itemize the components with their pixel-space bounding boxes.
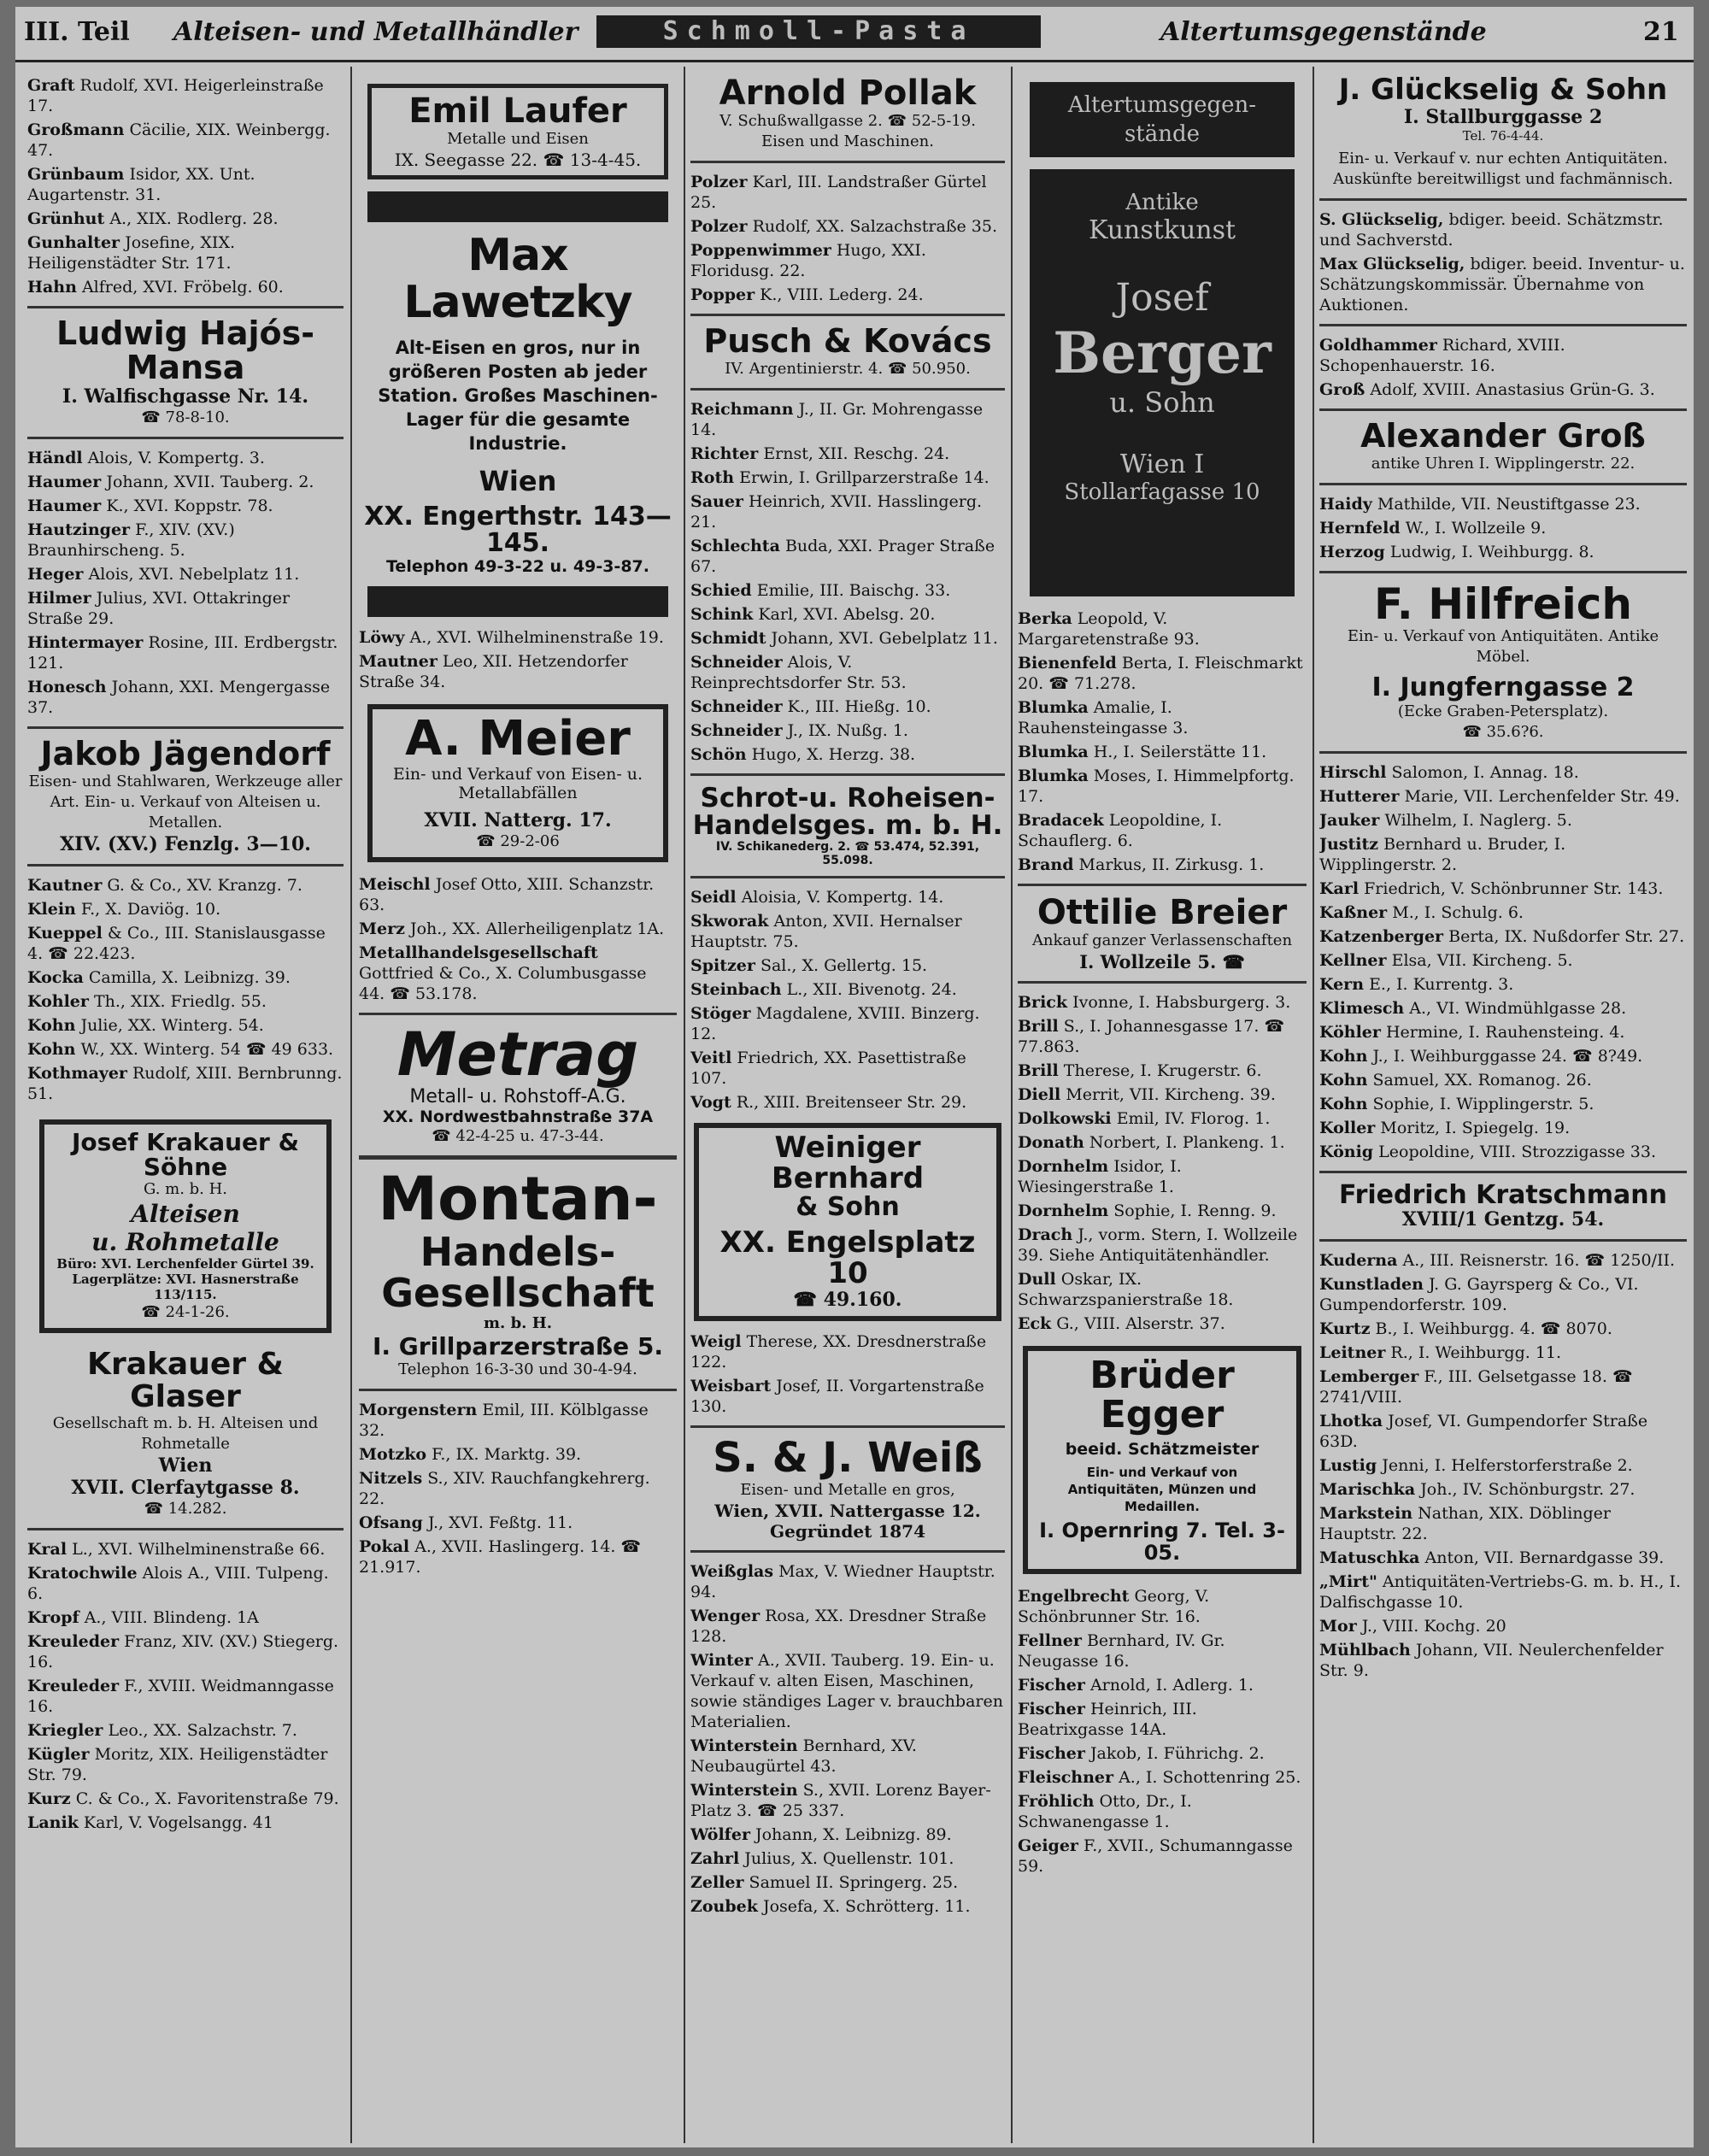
list-item: Zahrl Julius, X. Quellenstr. 101. (690, 1848, 954, 1868)
divider (27, 437, 344, 439)
list-item: Roth Erwin, I. Grillparzerstraße 14. (690, 467, 990, 487)
advert-address: XVIII/1 Gentzg. 54. (1401, 1208, 1605, 1231)
list-item: Lustig Jenni, I. Helferstorferstraße 2. (1319, 1456, 1633, 1476)
advert-address: XVII. Natterg. 17. (424, 808, 612, 831)
list-item: Meischl Josef Otto, XIII. Schanzstr. 63. (359, 874, 655, 914)
advert-name: Gesellschaft (381, 1269, 655, 1316)
list-item: „Mirt" Antiquitäten-Vertriebs-G. m. b. H., I. Dalfischgasse 10. (1319, 1572, 1682, 1613)
list-item: Spitzer Sal., X. Gellertg. 15. (690, 955, 928, 975)
advert-name: Krakauer & Glaser (87, 1347, 284, 1415)
advert-text: Büro: XVI. Lerchenfelder Gürtel 39. (56, 1256, 314, 1272)
divider (1319, 571, 1687, 573)
advert-address: XX. Nordwestbahnstraße 37A (382, 1107, 654, 1127)
divider (1018, 981, 1307, 984)
list-item: Kunstladen J. G. Gayrsperg & Co., VI. Gumpendorferstr. 109. (1319, 1275, 1639, 1315)
list-item: Mor J., VIII. Kochg. 20 (1319, 1617, 1506, 1636)
advert-phone: ☎ 24-1-26. (141, 1303, 230, 1322)
list-item: Dolkowski Emil, IV. Florog. 1. (1018, 1109, 1271, 1128)
decorative-bar (367, 191, 668, 222)
divider (27, 306, 344, 308)
list-item: Seidl Aloisia, V. Kompertg. 14. (690, 887, 944, 907)
advert-name: Handelsges. m. b. H. (692, 810, 1003, 842)
advert-text: m. b. H. (484, 1314, 552, 1333)
list-item: Vogt R., XIII. Breitenseer Str. 29. (690, 1092, 967, 1112)
advert-text: Kunstkunst (1088, 215, 1236, 245)
list-item: Max Glückselig, bdiger. beeid. Inventur- u. Schätzungskommissär. Übernahme von Auktionen. (1319, 254, 1685, 314)
advert-text: Metalle und Eisen (447, 130, 589, 148)
category-title-right: Altertumsgegenstände (1160, 17, 1487, 47)
advert-name: Ottilie Breier (1037, 893, 1288, 932)
list-item: Kuderna A., III. Reisnerstr. 16. ☎ 1250/II. (1319, 1251, 1676, 1271)
decorative-bar (367, 586, 668, 617)
list-item: Lhotka Josef, VI. Gumpendorfer Straße 63D. (1319, 1412, 1648, 1452)
list-item: Schlechta Buda, XXI. Prager Straße 67. (690, 536, 995, 576)
list-item: Schmidt Johann, XVI. Gebelplatz 11. (690, 628, 998, 648)
list-item: Weigl Therese, XX. Dresdnerstraße 122. (690, 1332, 987, 1372)
list-item: Weißglas Max, V. Wiedner Hauptstr. 94. (690, 1561, 995, 1601)
divider (690, 1550, 1005, 1553)
advert-box (367, 704, 668, 862)
list-item: Marischka Joh., IV. Schönburgstr. 27. (1319, 1480, 1636, 1500)
advert-address: V. Schußwallgasse 2. ☎ 52-5-19. (719, 112, 976, 130)
divider (1319, 408, 1687, 411)
list-item: Drach J., vorm. Stern, I. Wollzeile 39. Siehe Antiquitätenhändler. (1018, 1225, 1298, 1265)
advert-address: I. Walfischgasse Nr. 14. (62, 385, 309, 408)
list-item: Kern E., I. Kurrentg. 3. (1319, 974, 1514, 994)
list-item: Matuschka Anton, VII. Bernardgasse 39. (1319, 1548, 1665, 1568)
list-item: Donath Norbert, I. Plankeng. 1. (1018, 1133, 1285, 1152)
list-item: Zeller Samuel II. Springerg. 25. (690, 1872, 959, 1892)
advert-name: S. & J. Weiß (713, 1434, 983, 1483)
advert-address: XX. Engerthstr. 143—145. (364, 501, 672, 559)
advert-name: Emil Laufer (408, 91, 627, 131)
column-4 (1018, 75, 1307, 2139)
list-item: Wölfer Johann, X. Leibnizg. 89. (690, 1824, 952, 1844)
list-item: Blumka Moses, I. Himmelpfortg. 17. (1018, 767, 1295, 806)
advert-text: antike Uhren I. Wipplingerstr. 22. (1371, 454, 1636, 473)
list-item: Bienenfeld Berta, I. Fleischmarkt 20. ☎ 71.278. (1018, 654, 1303, 693)
list-item: Leitner R., I. Weihburgg. 11. (1319, 1343, 1562, 1363)
column-divider (1011, 67, 1013, 2143)
list-item: Weisbart Josef, II. Vorgartenstraße 130. (690, 1377, 984, 1417)
advert-name: Handels- (420, 1228, 616, 1275)
list-item: Heger Alois, XVI. Nebelplatz 11. (27, 564, 300, 584)
list-item: Kurz C. & Co., X. Favoritenstraße 79. (27, 1789, 339, 1809)
divider (1319, 1239, 1687, 1242)
list-item: Kohler Th., XIX. Friedlg. 55. (27, 991, 267, 1011)
list-item: Sauer Heinrich, XVII. Hasslingerg. 21. (690, 491, 983, 532)
advert-text: Ein- und Verkauf von Eisen- u. Metallabfällen (392, 764, 643, 802)
list-item: Diell Merrit, VII. Kircheng. 39. (1018, 1085, 1276, 1104)
advert-text: Eisen und Maschinen. (761, 132, 934, 150)
list-item: Ofsang J., XVI. Feßtg. 11. (359, 1513, 573, 1532)
list-item: Fischer Arnold, I. Adlerg. 1. (1018, 1675, 1254, 1695)
list-item: Pokal A., XVII. Haslingerg. 14. ☎ 21.917. (359, 1536, 642, 1577)
advert-name: Arnold Pollak (719, 75, 977, 113)
list-item: Honesch Johann, XXI. Mengergasse 37. (27, 677, 331, 717)
list-item: Kreuleder Franz, XIV. (XV.) Stiegerg. 16. (27, 1632, 339, 1672)
list-item: Engelbrecht Georg, V. Schönbrunner Str. 16. (1018, 1586, 1210, 1626)
list-item: Grünhut A., XIX. Rodlerg. 28. (27, 209, 279, 228)
list-item: Reichmann J., II. Gr. Mohrengasse 14. (690, 399, 984, 439)
list-item: Schön Hugo, X. Herzg. 38. (690, 744, 916, 764)
list-item: Bradacek Leopoldine, I. Schauflerg. 6. (1018, 811, 1223, 850)
advert-address: IV. Argentinierstr. 4. ☎ 50.950. (725, 359, 971, 378)
list-item: Haidy Mathilde, VII. Neustiftgasse 23. (1319, 494, 1641, 514)
list-item: Dull Oskar, IX. Schwarzspanierstraße 18. (1018, 1270, 1234, 1309)
list-item: Kellner Elsa, VII. Kircheng. 5. (1319, 950, 1573, 970)
list-item: Kral L., XVI. Wilhelminenstraße 66. (27, 1540, 326, 1560)
advert-name: Pusch & Kovács (703, 322, 992, 360)
advert-box (1023, 1346, 1301, 1574)
list-item: Köhler Hermine, I. Rauhensteing. 4. (1319, 1022, 1625, 1042)
list-item: Schneider K., III. Hießg. 10. (690, 696, 931, 716)
column-divider (350, 67, 352, 2143)
advert-box (694, 1123, 1001, 1321)
list-item: Händl Alois, V. Kompertg. 3. (27, 448, 265, 467)
advert-text: Eisen- und Stahlwaren, Werkzeuge aller Art. Ein- u. Verkauf von Alteisen u. Metallen. (28, 772, 343, 831)
advert-text: Gesellschaft m. b. H. Alteisen und Rohmetalle (52, 1414, 319, 1454)
list-item: Kriegler Leo., XX. Salzachstr. 7. (27, 1721, 297, 1741)
list-item: Kügler Moritz, XIX. Heiligenstädter Str. 79. (27, 1745, 328, 1785)
list-item: Skworak Anton, XVII. Hernalser Hauptstr. 75. (690, 911, 962, 951)
advert-name: Max Lawetzky (403, 230, 632, 328)
advert-text: u. Rohmetalle (91, 1228, 279, 1257)
advert-text: Ein- u. Verkauf von Antiquitäten. Antike Möbel. (1347, 627, 1659, 667)
advert-address: IX. Seegasse 22. ☎ 13-4-45. (394, 150, 642, 170)
advert-name: & Sohn (796, 1192, 900, 1223)
list-item: Kropf A., VIII. Blindeng. 1A (27, 1608, 259, 1628)
section-label: III. Teil (24, 17, 130, 47)
advert-box (1030, 169, 1295, 596)
divider (690, 161, 1005, 163)
advert-text: beeid. Schätzmeister (1065, 1440, 1260, 1460)
divider (27, 1528, 344, 1530)
column-2 (359, 75, 677, 2139)
advert-text: Ein- und Verkauf von Antiquitäten, Münzen und Medaillen. (1067, 1465, 1257, 1515)
list-item: Justitz Bernhard u. Bruder, I. Wipplingerstr. 2. (1319, 834, 1566, 874)
list-item: Gunhalter Josefine, XIX. Heiligenstädter Str. 171. (27, 233, 236, 273)
advert-name: Weiniger Bernhard (771, 1130, 925, 1195)
directory-page (15, 7, 1694, 2147)
list-item: Haumer K., XVI. Koppstr. 78. (27, 496, 273, 515)
advert-address: I. Stallburggasse 2 (1403, 105, 1603, 128)
section-banner-text: stände (1124, 121, 1201, 147)
list-item: Polzer Karl, III. Landstraßer Gürtel 25. (690, 173, 987, 212)
advert-address: XVII. Clerfaytgasse 8. (71, 1477, 300, 1500)
list-item: Kurtz B., I. Weihburgg. 4. ☎ 8070. (1319, 1319, 1612, 1339)
list-item: Herzog Ludwig, I. Weihburgg. 8. (1319, 542, 1594, 561)
list-item: Fischer Heinrich, III. Beatrixgasse 14A. (1018, 1699, 1197, 1739)
advert-phone: Tel. 76-4-44. (1462, 127, 1544, 144)
advert-phone: Telephon 49-3-22 u. 49-3-87. (386, 556, 649, 576)
advert-phone: Telephon 16-3-30 und 30-4-94. (398, 1360, 637, 1378)
divider (690, 1425, 1005, 1428)
advert-name: u. Sohn (1109, 386, 1215, 419)
advert-address: XIV. (XV.) Fenzlg. 3—10. (60, 832, 311, 855)
advert-phone: ☎ 29-2-06 (476, 831, 560, 850)
page-header (15, 7, 1694, 62)
advert-text: Ankauf ganzer Verlassenschaften (1031, 931, 1293, 949)
advert-name: Friedrich Kratschmann (1339, 1179, 1667, 1210)
list-item: Schneider J., IX. Nußg. 1. (690, 720, 908, 740)
advert-address: I. Wollzeile 5. ☎ (1079, 951, 1245, 972)
list-item: Hirschl Salomon, I. Annag. 18. (1319, 762, 1579, 782)
advert-name: Brüder Egger (1089, 1354, 1235, 1437)
list-item: Kautner G. & Co., XV. Kranzg. 7. (27, 875, 302, 895)
advert-name: Jakob Jägendorf (40, 734, 331, 773)
list-item: Hutterer Marie, VII. Lerchenfelder Str. 49. (1319, 786, 1680, 806)
divider (359, 1013, 677, 1015)
list-item: Klein F., X. Daviög. 10. (27, 899, 221, 919)
list-item: Blumka H., I. Seilerstätte 11. (1018, 743, 1267, 761)
list-item: Koller Moritz, I. Spiegelg. 19. (1319, 1118, 1571, 1137)
list-item: Hilmer Julius, XVI. Ottakringer Straße 29. (27, 588, 291, 628)
list-item: Blumka Amalie, I. Rauhensteingasse 3. (1018, 698, 1189, 737)
divider (690, 388, 1005, 391)
list-item: Nitzels S., XIV. Rauchfangkehrerg. 22. (359, 1468, 650, 1508)
advert-phone: ☎ 42-4-25 u. 47-3-44. (432, 1127, 604, 1146)
list-item: Fischer Jakob, I. Führichg. 2. (1018, 1743, 1265, 1763)
list-item: Berka Leopold, V. Margaretenstraße 93. (1018, 609, 1200, 649)
divider (359, 1389, 677, 1391)
advert-address: I. Jungferngasse 2 (1371, 673, 1635, 703)
column-divider (1313, 67, 1314, 2143)
advert-text: (Ecke Graben-Petersplatz). (1397, 702, 1609, 720)
advert-text: G. m. b. H. (143, 1180, 228, 1199)
advert-name: Berger (1053, 320, 1271, 386)
list-item: Brill S., I. Johannesgasse 17. ☎ 77.863. (1018, 1017, 1285, 1056)
list-item: Motzko F., IX. Marktg. 39. (359, 1444, 582, 1464)
divider (27, 726, 344, 729)
column-divider (684, 67, 685, 2143)
advert-name: Alexander Groß (1360, 416, 1646, 455)
advert-name: Josef (1115, 276, 1209, 320)
column-5 (1319, 75, 1687, 2139)
column-3 (690, 75, 1005, 2139)
list-item: Kothmayer Rudolf, XIII. Bernbrunng. 51. (27, 1063, 343, 1103)
divider (1319, 1171, 1687, 1173)
advert-text: Metall- u. Rohstoff-A.G. (409, 1086, 626, 1108)
list-item: Karl Friedrich, V. Schönbrunner Str. 143. (1319, 878, 1664, 898)
divider (1319, 198, 1687, 201)
list-item: Kohn W., XX. Winterg. 54 ☎ 49 633. (27, 1039, 334, 1059)
category-title: Alteisen- und Metallhändler (173, 17, 578, 47)
divider (1018, 884, 1307, 886)
list-item: Veitl Friedrich, XX. Pasettistraße 107. (690, 1048, 966, 1088)
advert-text: Alteisen (131, 1200, 240, 1229)
column-1 (27, 75, 344, 2139)
advert-text: Wien (479, 465, 557, 498)
divider (1319, 483, 1687, 485)
advert-ribbon: Schmoll-Pasta (596, 15, 1041, 48)
advert-name: Ludwig Hajós-Mansa (56, 314, 314, 386)
list-item: Winterstein Bernhard, XV. Neubaugürtel 43. (690, 1736, 917, 1776)
list-item: Fellner Bernhard, IV. Gr. Neugasse 16. (1018, 1630, 1225, 1671)
divider (690, 314, 1005, 316)
advert-name: Montan- (378, 1164, 658, 1235)
list-item: Groß Adolf, XVIII. Anastasius Grün-G. 3. (1319, 379, 1655, 399)
page-number: 21 (1643, 17, 1679, 47)
divider (690, 876, 1005, 878)
list-item: Markstein Nathan, XIX. Döblinger Hauptstr. 22. (1319, 1504, 1611, 1544)
list-item: Grünbaum Isidor, XX. Unt. Augartenstr. 31. (27, 165, 255, 204)
advert-name: Josef Krakauer & Söhne (71, 1127, 300, 1182)
list-item: Kohn Samuel, XX. Romanog. 26. (1319, 1070, 1592, 1090)
list-item: Kreuleder F., XVIII. Weidmanngasse 16. (27, 1677, 334, 1717)
list-item: Mühlbach Johann, VII. Neulerchenfelder Str. 9. (1319, 1641, 1664, 1681)
list-item: Steinbach L., XII. Bivenotg. 24. (690, 979, 957, 999)
list-item: Wenger Rosa, XX. Dresdner Straße 128. (690, 1606, 987, 1646)
advert-name: Schrot-u. Roheisen- (700, 782, 995, 814)
divider (690, 773, 1005, 776)
list-item: Haumer Johann, XVII. Tauberg. 2. (27, 472, 314, 491)
list-item: Fröhlich Otto, Dr., I. Schwanengasse 1. (1018, 1791, 1192, 1831)
list-item: Hintermayer Rosine, III. Erdbergstr. 121. (27, 632, 338, 673)
list-item: Polzer Rudolf, XX. Salzachstraße 35. (690, 217, 998, 236)
list-item: Hautzinger F., XIV. (XV.) Braunhirscheng. 5. (27, 520, 235, 560)
list-item: König Leopoldine, VIII. Strozzigasse 33. (1319, 1142, 1656, 1161)
list-item: Kohn Julie, XX. Winterg. 54. (27, 1015, 264, 1035)
advert-address: I. Opernring 7. Tel. 3-05. (1039, 1519, 1285, 1565)
list-item: Brick Ivonne, I. Habsburgerg. 3. (1018, 993, 1291, 1012)
advert-address: Stollarfagasse 10 (1064, 479, 1260, 505)
advert-name: Metrag (396, 1019, 639, 1090)
list-item: Richter Ernst, XII. Reschg. 24. (690, 444, 950, 463)
section-banner (1030, 82, 1295, 157)
list-item: S. Glückselig, bdiger. beeid. Schätzmstr. und Sachverstd. (1319, 209, 1664, 250)
list-item: Großmann Cäcilie, XIX. Weinbergg. 47. (27, 120, 331, 160)
advert-phone: ☎ 14.282. (144, 1500, 227, 1519)
list-item: Fleischner A., I. Schottenring 25. (1018, 1767, 1301, 1787)
list-item: Löwy A., XVI. Wilhelminenstraße 19. (359, 627, 664, 647)
list-item: Brill Therese, I. Krugerstr. 6. (1018, 1061, 1262, 1080)
list-item: Eck G., VIII. Alserstr. 37. (1018, 1314, 1225, 1333)
list-item: Kohn J., I. Weihburggasse 24. ☎ 8?49. (1319, 1046, 1643, 1066)
list-item: Poppenwimmer Hugo, XXI. Floridusg. 22. (690, 241, 926, 280)
list-item: Jauker Wilhelm, I. Naglerg. 5. (1319, 810, 1572, 830)
advert-address: Wien, XVII. Nattergasse 12. Gegründet 1874 (714, 1500, 981, 1542)
list-item: Hernfeld W., I. Wollzeile 9. (1319, 518, 1547, 538)
list-item: Schied Emilie, III. Baischg. 33. (690, 580, 951, 600)
list-item: Winter A., XVII. Tauberg. 19. Ein- u. Verkauf v. alten Eisen, Maschinen, sowie ständiges Lager v. brauchbaren Materialien. (690, 1650, 1003, 1731)
advert-text: Ein- u. Verkauf v. nur echten Antiquitäten. Auskünfte bereitwilligst und fachmännisch. (1333, 149, 1673, 188)
divider (1319, 751, 1687, 754)
list-item: Schink Karl, XVI. Abelsg. 20. (690, 604, 936, 624)
advert-text: Alt-Eisen en gros, nur in größeren Posten ab jeder Station. Großes Maschinen-Lager für die gesamte Industrie. (378, 338, 658, 455)
list-item: Geiger F., XVII., Schumanngasse 59. (1018, 1836, 1293, 1876)
list-item: Lemberger F., III. Gelsetgasse 18. ☎ 2741/VIII. (1319, 1367, 1633, 1407)
list-item: Kaßner M., I. Schulg. 6. (1319, 902, 1524, 922)
list-item: Stöger Magdalene, XVIII. Binzerg. 12. (690, 1003, 980, 1043)
list-item: Popper K., VIII. Lederg. 24. (690, 285, 924, 304)
list-item: Dornhelm Sophie, I. Renng. 9. (1018, 1201, 1277, 1220)
advert-name: J. Glückselig & Sohn (1338, 75, 1668, 107)
list-item: Lanik Karl, V. Vogelsangg. 41 (27, 1813, 273, 1833)
advert-phone: ☎ 78-8-10. (141, 408, 230, 426)
advert-address: XX. Engelsplatz 10 (719, 1225, 976, 1290)
list-item: Kratochwile Alois A., VIII. Tulpeng. 6. (27, 1564, 329, 1604)
advert-box (39, 1119, 332, 1334)
list-item: Brand Markus, II. Zirkusg. 1. (1018, 855, 1265, 874)
list-item: Goldhammer Richard, XVIII. Schopenhauerstr. 16. (1319, 335, 1565, 375)
advert-name: A. Meier (405, 710, 631, 767)
advert-text: Lagerplätze: XVI. Hasnerstraße 113/115. (72, 1272, 299, 1303)
advert-address: IV. Schikanederg. 2. ☎ 53.474, 52.391, 55.098. (715, 839, 980, 867)
advert-phone: ☎ 49.160. (793, 1289, 902, 1312)
advert-phone: ☎ 35.6?6. (1462, 722, 1544, 741)
list-item: Kocka Camilla, X. Leibnizg. 39. (27, 967, 291, 987)
advert-text: Wien (158, 1454, 213, 1477)
divider (27, 864, 344, 867)
list-item: Dornhelm Isidor, I. Wiesingerstraße 1. (1018, 1157, 1182, 1196)
advert-text: Wien I (1119, 449, 1205, 479)
divider (359, 1155, 677, 1160)
list-item: Katzenberger Berta, IX. Nußdorfer Str. 27. (1319, 926, 1685, 946)
divider (1319, 324, 1687, 326)
list-item: Metallhandelsgesellschaft Gottfried & Co., X. Columbusgasse 44. ☎ 53.178. (359, 943, 647, 1003)
list-item: Zoubek Josefa, X. Schrötterg. 11. (690, 1896, 971, 1916)
advert-text: Eisen- und Metalle en gros, (740, 1480, 955, 1499)
advert-box (367, 84, 668, 179)
list-item: Winterstein S., XVII. Lorenz Bayer-Platz 3. ☎ 25 337. (690, 1780, 991, 1820)
advert-address: I. Grillparzerstraße 5. (373, 1332, 663, 1361)
list-item: Kueppel & Co., III. Stanislausgasse 4. ☎ 22.423. (27, 923, 326, 963)
list-item: Morgenstern Emil, III. Kölblgasse 32. (359, 1400, 649, 1440)
list-item: Hahn Alfred, XVI. Fröbelg. 60. (27, 278, 284, 297)
advert-name: F. Hilfreich (1373, 579, 1633, 629)
list-item: Merz Joh., XX. Allerheiligenplatz 1A. (359, 919, 665, 938)
advert-text: Antike (1125, 190, 1199, 215)
list-item: Kohn Sophie, I. Wipplingerstr. 5. (1319, 1094, 1594, 1113)
list-item: Schneider Alois, V. Reinprechtsdorfer Str. 53. (690, 652, 907, 692)
section-banner-text: Altertumsgegen- (1067, 92, 1257, 118)
list-item: Graft Rudolf, XVI. Heigerleinstraße 17. (27, 76, 324, 115)
list-item: Klimesch A., VI. Windmühlgasse 28. (1319, 998, 1627, 1018)
list-item: Mautner Leo, XII. Hetzendorfer Straße 34. (359, 651, 628, 691)
